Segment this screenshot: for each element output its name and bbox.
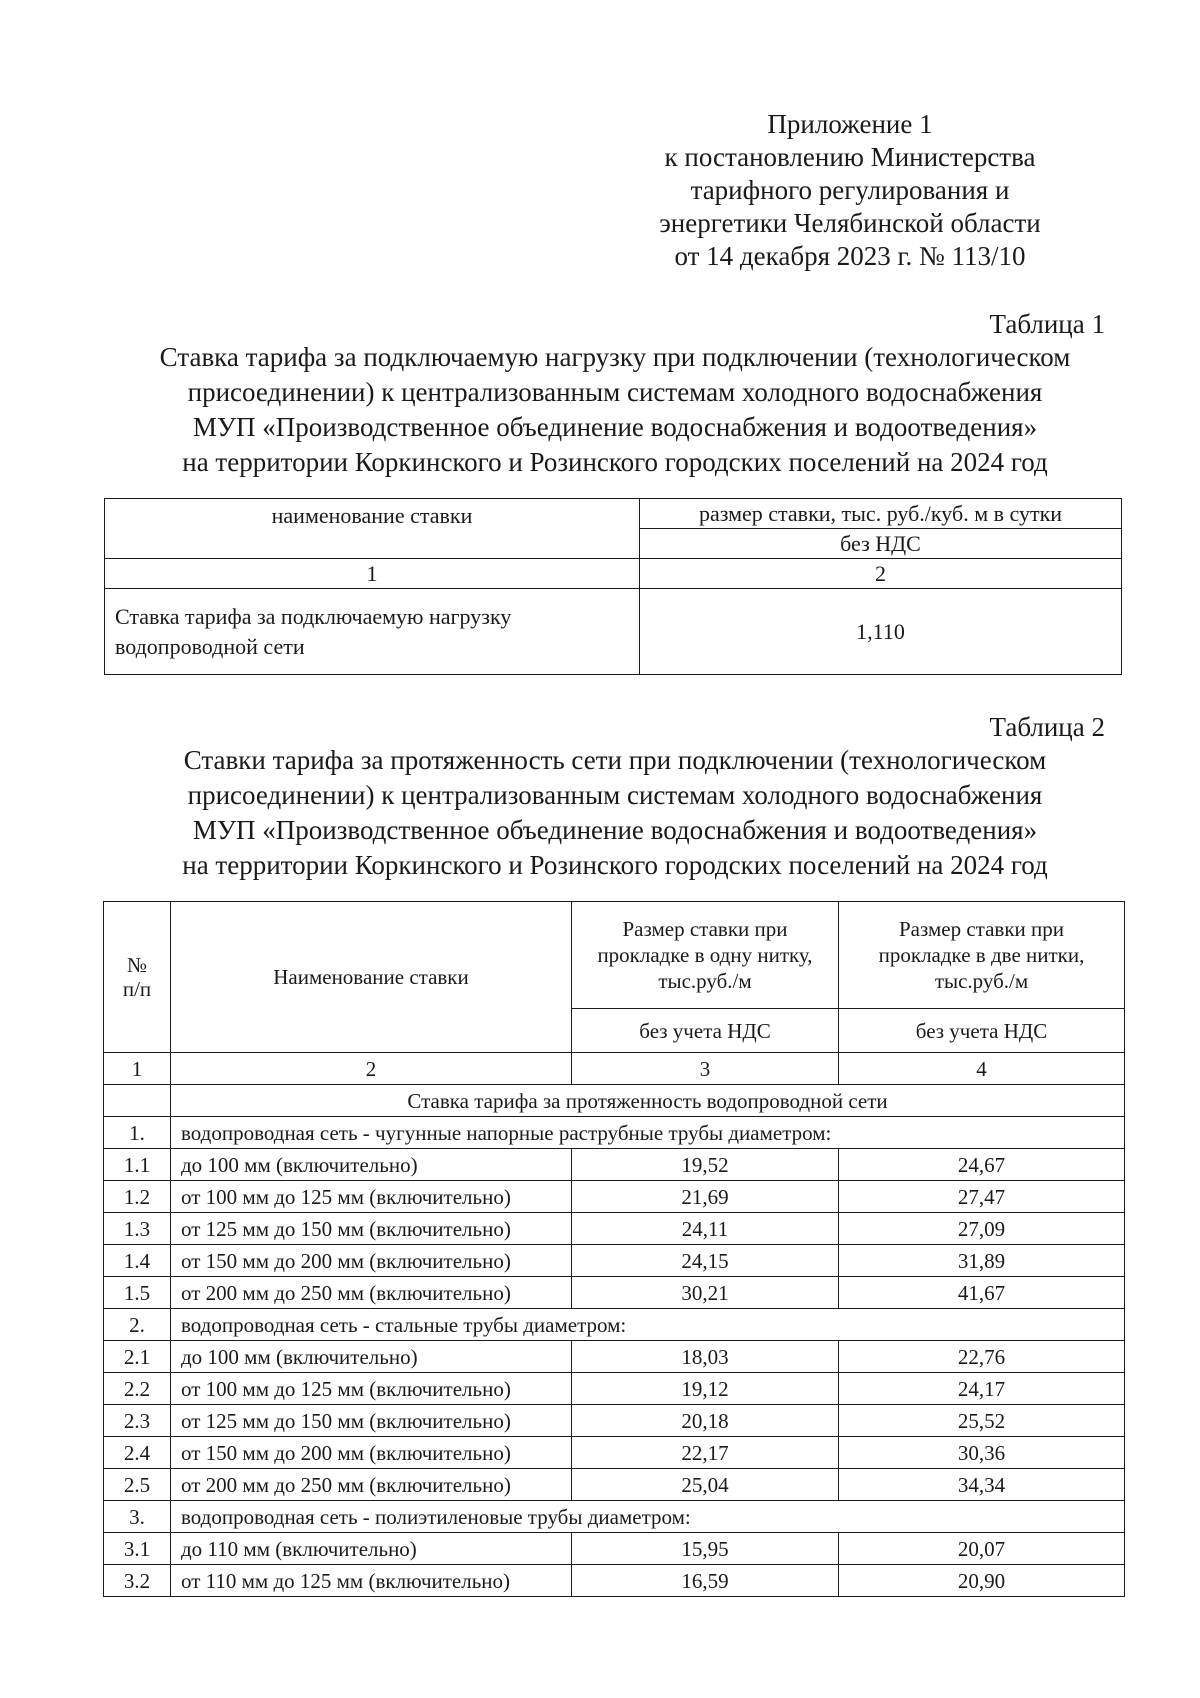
t2-num-header — [104, 902, 171, 1053]
t2-empty-cell — [104, 1085, 171, 1117]
group-title: водопроводная сеть - чугунные напорные раструбные трубы диаметром: — [171, 1117, 1125, 1149]
row-one-thread: 18,03 — [572, 1341, 839, 1373]
t1-num1: 1 — [105, 559, 640, 589]
row-num: 2.4 — [104, 1437, 171, 1469]
t2-col3-header-line: Размер ставки при — [622, 917, 788, 941]
group-num: 3. — [104, 1501, 171, 1533]
row-name: от 100 мм до 125 мм (включительно) — [171, 1373, 572, 1405]
row-two-thread: 25,52 — [839, 1405, 1125, 1437]
t1-row-value: 1,110 — [640, 589, 1122, 675]
group-row — [104, 1117, 1125, 1149]
table-row — [104, 1469, 1125, 1501]
table-row — [104, 1213, 1125, 1245]
group-num: 2. — [104, 1309, 171, 1341]
row-num: 3.2 — [104, 1565, 171, 1597]
group-row — [104, 1309, 1125, 1341]
row-name: от 100 мм до 125 мм (включительно) — [171, 1181, 572, 1213]
row-num: 1.2 — [104, 1181, 171, 1213]
t2-col4-header-line: Размер ставки при — [898, 917, 1065, 941]
table-row — [104, 1373, 1125, 1405]
title-line: присоединении) к централизованным системам холодного водоснабжения — [187, 780, 1043, 810]
t2-col4-header-line: тыс.руб./м — [934, 969, 1029, 993]
table-row — [104, 1245, 1125, 1277]
t1-col2-header: размер ставки, тыс. руб./куб. м в сутки — [640, 499, 1122, 529]
t2-section-title: Ставка тарифа за протяженность водопроводной сети — [171, 1085, 1125, 1117]
row-num: 2.2 — [104, 1373, 171, 1405]
title-line: присоединении) к централизованным системам холодного водоснабжения — [187, 377, 1043, 407]
header-line: Приложение 1 — [767, 109, 933, 139]
row-name: до 110 мм (включительно) — [171, 1533, 572, 1565]
row-num: 1.4 — [104, 1245, 171, 1277]
t2-col3-header-line: тыс.руб./м — [658, 969, 752, 993]
row-num: 2.3 — [104, 1405, 171, 1437]
row-one-thread: 20,18 — [572, 1405, 839, 1437]
row-two-thread: 20,07 — [839, 1533, 1125, 1565]
row-two-thread: 34,34 — [839, 1469, 1125, 1501]
group-title: водопроводная сеть - полиэтиленовые трубы диаметром: — [171, 1501, 1125, 1533]
row-num: 1.5 — [104, 1277, 171, 1309]
t1-num2: 2 — [640, 559, 1122, 589]
row-one-thread: 25,04 — [572, 1469, 839, 1501]
header-line: от 14 декабря 2023 г. № 113/10 — [674, 241, 1026, 271]
table-row — [104, 1533, 1125, 1565]
title-line: МУП «Производственное объединение водоснабжения и водоотведения» — [192, 412, 1038, 442]
row-num: 2.1 — [104, 1341, 171, 1373]
title-line: Ставки тарифа за протяженность сети при подключении (технологическом — [183, 745, 1047, 775]
row-one-thread: 19,52 — [572, 1149, 839, 1181]
row-num: 1.3 — [104, 1213, 171, 1245]
t1-col1-header: наименование ставки — [105, 499, 640, 559]
group-title: водопроводная сеть - стальные трубы диаметром: — [171, 1309, 1125, 1341]
row-one-thread: 21,69 — [572, 1181, 839, 1213]
row-one-thread: 22,17 — [572, 1437, 839, 1469]
group-num: 1. — [104, 1117, 171, 1149]
row-name: от 150 мм до 200 мм (включительно) — [171, 1437, 572, 1469]
table1-title — [100, 340, 1130, 480]
row-name: от 125 мм до 150 мм (включительно) — [171, 1213, 572, 1245]
row-one-thread: 30,21 — [572, 1277, 839, 1309]
row-name: от 200 мм до 250 мм (включительно) — [171, 1277, 572, 1309]
t2-col4-subheader: без учета НДС — [839, 1009, 1125, 1053]
row-two-thread: 27,47 — [839, 1181, 1125, 1213]
title-line: на территории Коркинского и Розинского городских поселений на 2024 год — [182, 447, 1048, 477]
row-name: до 100 мм (включительно) — [171, 1149, 572, 1181]
table-row — [104, 1181, 1125, 1213]
t1-row-name-line: Ставка тарифа за подключаемую нагрузку — [115, 603, 512, 629]
table-row — [104, 1437, 1125, 1469]
row-one-thread: 16,59 — [572, 1565, 839, 1597]
t2-col4-header-line: прокладке в две нитки, — [878, 943, 1085, 967]
title-line: Ставка тарифа за подключаемую нагрузку при подключении (технологическом — [159, 342, 1071, 372]
row-two-thread: 41,67 — [839, 1277, 1125, 1309]
row-two-thread: 30,36 — [839, 1437, 1125, 1469]
header-line: энергетики Челябинской области — [659, 208, 1041, 238]
row-one-thread: 15,95 — [572, 1533, 839, 1565]
row-two-thread: 22,76 — [839, 1341, 1125, 1373]
t2-num: 1 — [104, 1053, 171, 1085]
header-line: тарифного регулирования и — [690, 175, 1010, 205]
row-num: 2.5 — [104, 1469, 171, 1501]
table1-label: Таблица 1 — [989, 309, 1105, 339]
t2-num: 3 — [572, 1053, 839, 1085]
t2-num: 4 — [839, 1053, 1125, 1085]
t2-num-header-line: № — [126, 953, 148, 977]
row-one-thread: 19,12 — [572, 1373, 839, 1405]
t2-col4-header — [839, 902, 1125, 1009]
header-line: к постановлению Министерства — [664, 142, 1036, 172]
t2-col3-subheader: без учета НДС — [572, 1009, 839, 1053]
table2-title — [100, 743, 1130, 883]
table-row — [104, 1277, 1125, 1309]
t2-name-header: Наименование ставки — [171, 902, 572, 1053]
row-two-thread: 31,89 — [839, 1245, 1125, 1277]
t1-row-name — [105, 589, 640, 675]
row-two-thread: 20,90 — [839, 1565, 1125, 1597]
row-one-thread: 24,11 — [572, 1213, 839, 1245]
row-one-thread: 24,15 — [572, 1245, 839, 1277]
table-row — [104, 1341, 1125, 1373]
group-row — [104, 1501, 1125, 1533]
table-row — [104, 1565, 1125, 1597]
row-two-thread: 24,17 — [839, 1373, 1125, 1405]
table-row — [104, 1149, 1125, 1181]
row-num: 1.1 — [104, 1149, 171, 1181]
row-name: от 150 мм до 200 мм (включительно) — [171, 1245, 572, 1277]
row-two-thread: 27,09 — [839, 1213, 1125, 1245]
row-name: от 110 мм до 125 мм (включительно) — [171, 1565, 572, 1597]
t1-col2-subheader: без НДС — [640, 529, 1122, 559]
row-name: до 100 мм (включительно) — [171, 1341, 572, 1373]
title-line: на территории Коркинского и Розинского городских поселений на 2024 год — [182, 850, 1048, 880]
t2-col3-header — [572, 902, 839, 1009]
row-name: от 125 мм до 150 мм (включительно) — [171, 1405, 572, 1437]
table1 — [104, 498, 1122, 675]
table2-label: Таблица 2 — [989, 712, 1105, 742]
row-num: 3.1 — [104, 1533, 171, 1565]
appendix-header — [630, 108, 1070, 273]
row-name: от 200 мм до 250 мм (включительно) — [171, 1469, 572, 1501]
t2-col3-header-line: прокладке в одну нитку, — [597, 943, 813, 967]
t2-num-header-line: п/п — [122, 977, 152, 1001]
row-two-thread: 24,67 — [839, 1149, 1125, 1181]
title-line: МУП «Производственное объединение водоснабжения и водоотведения» — [192, 815, 1038, 845]
table-row — [104, 1405, 1125, 1437]
table2 — [103, 901, 1125, 1597]
t2-num: 2 — [171, 1053, 572, 1085]
t1-row-name-line: водопроводной сети — [115, 633, 305, 659]
